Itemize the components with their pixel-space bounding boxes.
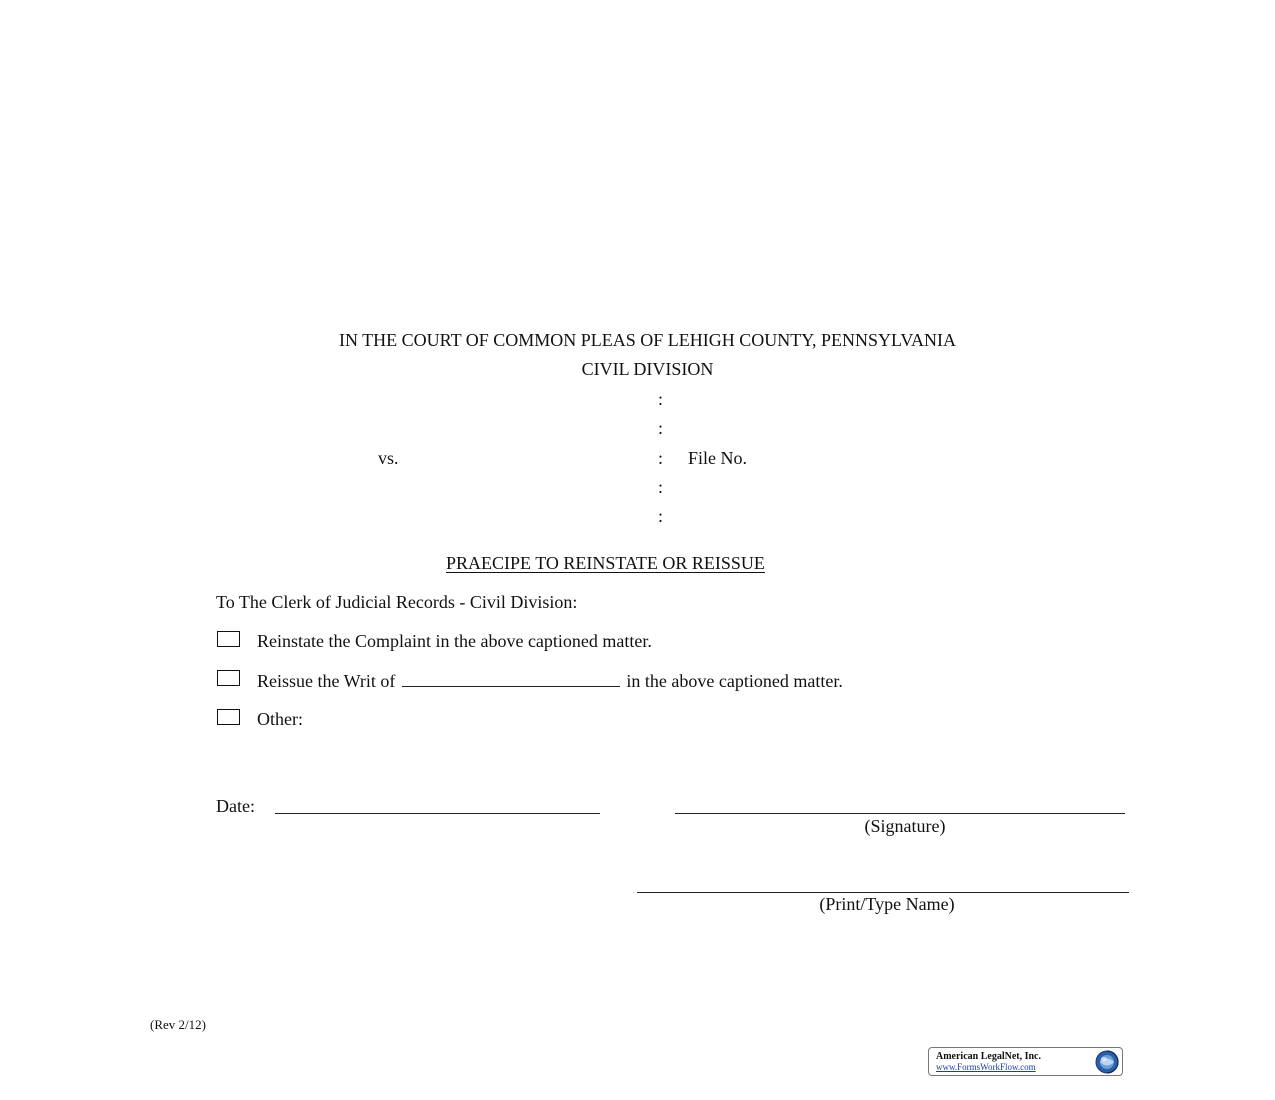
- logo-url-link[interactable]: www.FormsWorkFlow.com: [936, 1062, 1036, 1072]
- caption-colon: :: [658, 418, 664, 438]
- reissue-checkbox[interactable]: [217, 670, 240, 686]
- caption-colon: :: [658, 477, 664, 497]
- other-checkbox[interactable]: [217, 709, 240, 725]
- reissue-option-suffix: in the above captioned matter.: [626, 671, 843, 691]
- globe-icon: [1095, 1050, 1119, 1074]
- reissue-option: [257, 671, 843, 690]
- reinstate-checkbox[interactable]: [217, 631, 240, 647]
- date-label: Date:: [216, 796, 255, 816]
- revision-note: (Rev 2/12): [150, 1017, 206, 1032]
- signature-field[interactable]: [675, 813, 1125, 814]
- signature-label: (Signature): [864, 816, 946, 836]
- print-name-field[interactable]: [637, 892, 1129, 893]
- reissue-option-prefix: Reissue the Writ of: [257, 671, 396, 691]
- other-option-label: Other:: [257, 709, 303, 729]
- addressee-line: To The Clerk of Judicial Records - Civil Division:: [216, 592, 578, 612]
- versus-label: vs.: [378, 448, 399, 468]
- caption-colon: :: [658, 448, 664, 468]
- writ-type-field[interactable]: [402, 671, 620, 687]
- court-heading: IN THE COURT OF COMMON PLEAS OF LEHIGH COUNTY, PENNSYLVANIA: [339, 330, 956, 350]
- american-legalnet-logo: [928, 1047, 1123, 1076]
- print-name-label: (Print/Type Name): [819, 894, 955, 914]
- file-no-label: File No.: [688, 448, 748, 468]
- reinstate-option-label: Reinstate the Complaint in the above captioned matter.: [257, 631, 652, 651]
- form-title: PRAECIPE TO REINSTATE OR REISSUE: [446, 553, 765, 573]
- caption-colon: :: [658, 506, 664, 526]
- logo-company-name: American LegalNet, Inc.: [936, 1051, 1041, 1062]
- court-division: CIVIL DIVISION: [581, 359, 714, 379]
- date-field[interactable]: [275, 813, 600, 814]
- caption-colon: :: [658, 389, 664, 409]
